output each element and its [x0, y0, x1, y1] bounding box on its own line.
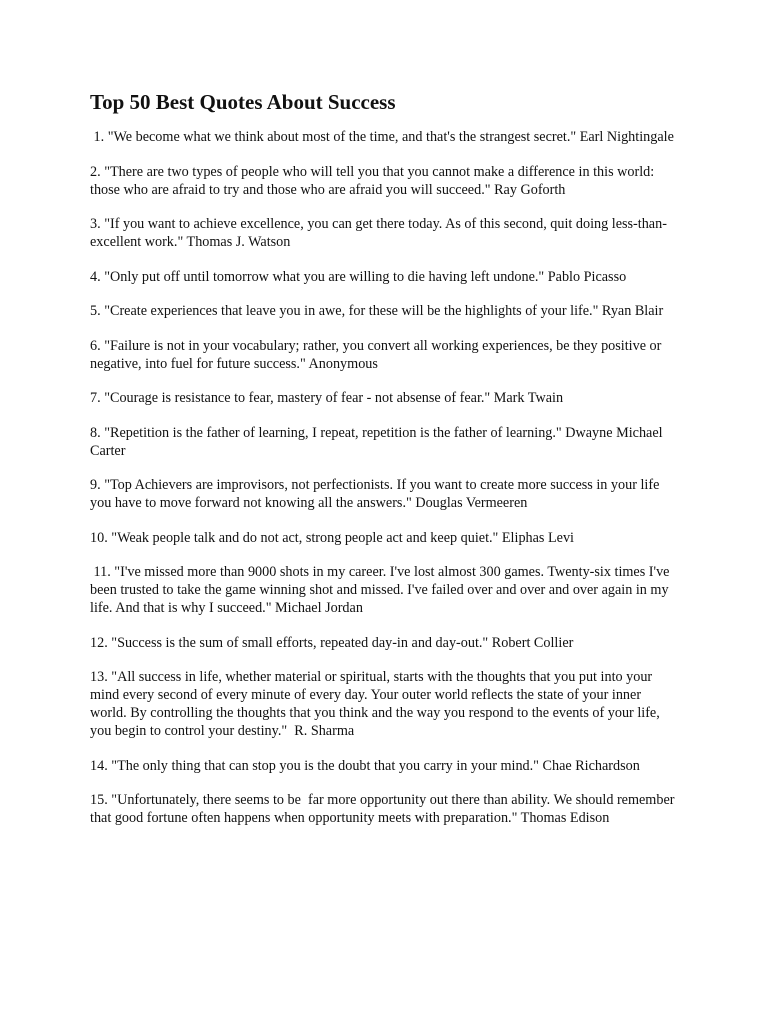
quote-item: 13. "All success in life, whether material or spiritual, starts with the thoughts that you put into your mind every second of every minute of every day. Your outer world reflects the state of your inner world. By controlling the thoughts that you think and the way you respond to the events of your life, you begin to control your destiny." R. Sharma	[90, 669, 664, 739]
document-page	[90, 88, 680, 844]
quote-item: 7. "Courage is resistance to fear, mastery of fear - not absense of fear." Mark Twain	[90, 390, 564, 406]
quote-item: 5. "Create experiences that leave you in awe, for these will be the highlights of your life." Ryan Blair	[90, 303, 664, 319]
quote-item: 8. "Repetition is the father of learning, I repeat, repetition is the father of learning." Dwayne Michael Carter	[90, 424, 667, 459]
quote-item: 11. "I've missed more than 9000 shots in my career. I've lost almost 300 games. Twenty-six times I've been trusted to take the game winning shot and missed. I've failed over and over and over again in my life. And that is why I succeed." Michael Jordan	[90, 564, 674, 616]
quote-item: 3. "If you want to achieve excellence, you can get there today. As of this second, quit doing less-than-excellent work." Thomas J. Watson	[90, 216, 667, 250]
quote-item: 14. "The only thing that can stop you is the doubt that you carry in your mind." Chae Richardson	[90, 757, 640, 774]
quote-item: 12. "Success is the sum of small efforts, repeated day-in and day-out." Robert Collier	[90, 634, 574, 651]
quote-item: 10. "Weak people talk and do not act, strong people act and keep quiet." Eliphas Levi	[90, 529, 574, 546]
quote-item: 6. "Failure is not in your vocabulary; rather, you convert all working experiences, be they positive or negative, into fuel for future success." Anonymous	[90, 337, 665, 372]
quote-item: 15. "Unfortunately, there seems to be far more opportunity out there than ability. We should remember that good fortune often happens when opportunity meets with preparation." Thomas Edison	[90, 792, 679, 826]
quote-item: 2. "There are two types of people who will tell you that you cannot make a difference in this world: those who are afraid to try and those who are afraid you will succeed." Ray Goforth	[90, 163, 658, 198]
quote-list	[90, 128, 680, 827]
quote-item: 4. "Only put off until tomorrow what you are willing to die having left undone." Pablo Picasso	[90, 268, 627, 285]
quote-item: 1. "We become what we think about most of the time, and that's the strangest secret." Earl Nightingale	[90, 129, 674, 145]
document-title: Top 50 Best Quotes About Success	[90, 90, 396, 114]
quote-item: 9. "Top Achievers are improvisors, not perfectionists. If you want to create more success in your life you have to move forward not knowing all the answers." Douglas Vermeeren	[90, 477, 663, 511]
